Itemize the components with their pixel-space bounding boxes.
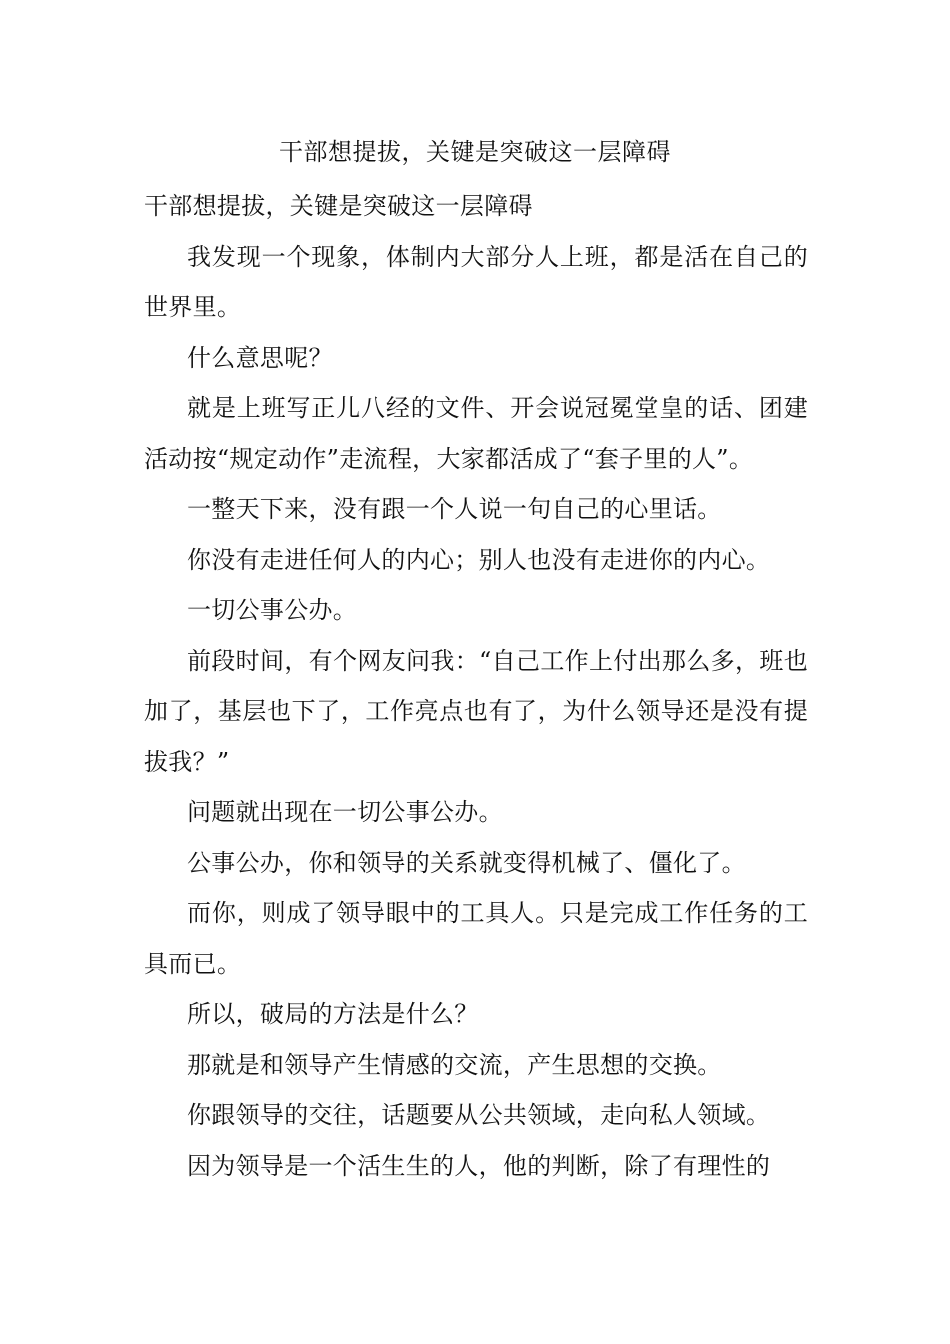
paragraph: 我发现一个现象，体制内大部分人上班，都是活在自己的世界里。 bbox=[144, 242, 808, 321]
paragraph: 公事公办，你和领导的关系就变得机械了、僵化了。 bbox=[187, 848, 746, 877]
paragraph: 因为领导是一个活生生的人，他的判断，除了有理性的 bbox=[187, 1151, 771, 1180]
document-title: 干部想提拔，关键是突破这一层障碍 bbox=[279, 138, 671, 166]
paragraph: 所以，破局的方法是什么？ bbox=[187, 1000, 479, 1028]
paragraph: 就是上班写正儿八经的文件、开会说冠冕堂皇的话、团建活动按“规定动作”走流程，大家都活成了“套子里的人”。 bbox=[144, 394, 808, 473]
document-body bbox=[144, 181, 808, 1191]
paragraph: 问题就出现在一切公事公办。 bbox=[187, 798, 503, 826]
paragraph: 你没有走进任何人的内心；别人也没有走进你的内心。 bbox=[187, 545, 771, 574]
paragraph: 那就是和领导产生情感的交流，产生思想的交换。 bbox=[187, 1050, 722, 1079]
document-subtitle: 干部想提拔，关键是突破这一层障碍 bbox=[144, 192, 533, 220]
paragraph: 什么意思呢？ bbox=[187, 343, 333, 372]
paragraph: 而你，则成了领导眼中的工具人。只是完成工作任务的工具而已。 bbox=[144, 899, 808, 978]
paragraph: 一整天下来，没有跟一个人说一句自己的心里话。 bbox=[187, 495, 722, 523]
paragraph: 一切公事公办。 bbox=[187, 596, 358, 624]
paragraph: 前段时间，有个网友问我：“自己工作上付出那么多，班也加了，基层也下了，工作亮点也有了，为什么领导还是没有提拔我？” bbox=[144, 646, 808, 776]
paragraph: 你跟领导的交往，话题要从公共领域，走向私人领域。 bbox=[187, 1101, 771, 1129]
